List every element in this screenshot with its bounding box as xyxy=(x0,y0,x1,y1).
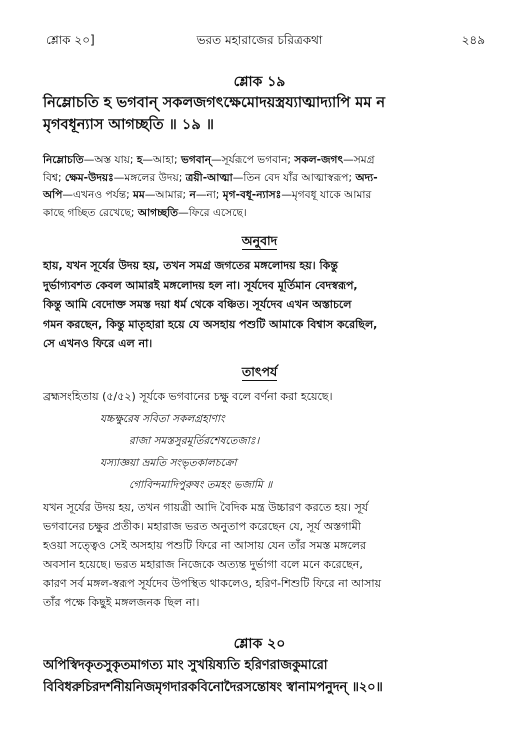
synonym-gloss: —মৃগবধূ যাকে আমার xyxy=(281,189,372,201)
synonym-term: হ xyxy=(136,154,143,166)
synonym-gloss: —এখনও পর্যন্ত; xyxy=(62,189,134,201)
synonym-gloss: —অস্ত যায়; xyxy=(83,154,137,166)
synonym-term: ত্রয়ী-আত্মা xyxy=(185,171,233,184)
verse-20-line: বিবিধরুচিরদর্শনীয়নিজমৃগদারকবিনোদৈরসন্তোষং স্বানামপনুদন্ ॥২০॥ xyxy=(43,680,383,695)
synonym-gloss: —তিন বেদ যাঁর আত্মাস্বরূপ; xyxy=(232,171,356,184)
quote-line: গোবিন্দমাদিপুরুষং তমহং ভজামি ॥ xyxy=(129,479,273,491)
synonym-gloss: বিশ্ব; xyxy=(43,171,65,184)
running-header-left: শ্লোক ২০] xyxy=(46,33,95,47)
synonym-term: ভগবান্ xyxy=(180,154,212,166)
verse-19-text xyxy=(43,92,491,136)
translation-heading: অনুবাদ xyxy=(241,233,278,248)
synonym-gloss: —সূর্যরূপে ভগবান; xyxy=(211,154,295,166)
synonym-term: অপি xyxy=(43,189,63,201)
quote-line: রাজা সমস্তসুরমূর্তিরশেষতেজাঃ। xyxy=(129,435,260,447)
verse-19-line: নিম্লোচতি হ ভগবান্ সকলজগৎক্ষেমোদয়স্ত্রয্যাত্মাদ্যাপি মম ন xyxy=(43,95,386,111)
purport-body xyxy=(43,498,491,612)
page-number: ২৪৯ xyxy=(461,33,485,47)
purport-heading: তাৎপর্য xyxy=(241,364,278,379)
synonyms xyxy=(43,152,491,222)
verse-19-line: মৃগবধূন্যাস আগচ্ছতি ॥ ১৯ ॥ xyxy=(43,117,214,133)
translation-line: গমন করছেন, কিন্তু মাতৃহারা হয়ে যে অসহায় পশুটি আমাকে বিশ্বাস করেছিল, xyxy=(43,317,378,331)
synonym-term: আগচ্ছতি xyxy=(137,206,179,219)
synonym-term: ক্ষেম-উদয়ঃ xyxy=(64,171,114,184)
synonym-term: সকল-জগৎ xyxy=(294,154,344,166)
synonym-term: অদ্য- xyxy=(355,171,378,184)
translation-line: দুর্ভাগ্যবশত কেবল আমারই মঙ্গলোদয় হল না। সূর্যদেব মূর্তিমান বেদস্বরূপ, xyxy=(43,278,358,292)
synonym-term: ন xyxy=(189,189,196,201)
synonym-gloss: কাছে গচ্ছিত রেখেছে; xyxy=(43,206,138,219)
purport-line: যখন সূর্যের উদয় হয়, তখন গায়ত্রী আদি বৈদিক মন্ত্র উচ্চারণ করতে হয়। সূর্য xyxy=(43,501,369,514)
quote-line: যস্যাজ্ঞয়া ভ্রমতি সংভৃতকালচক্রো xyxy=(100,457,237,469)
purport-line: ভগবানের চক্ষুর প্রতীক। মহারাজ ভরত অনুতাপ করেছেন যে, সূর্য অস্তগামী xyxy=(43,520,361,533)
purport-line: তাঁর পক্ষে কিছুই মঙ্গলজনক ছিল না। xyxy=(43,596,200,609)
synonym-gloss: —না; xyxy=(195,189,223,201)
synonyms-line xyxy=(43,187,491,205)
purport-line: হওয়া সত্ত্বেও সেই অসহায় পশুটি ফিরে না আসায় যেন তাঁর সমস্ত মঙ্গলের xyxy=(43,539,367,552)
translation-text xyxy=(43,256,491,354)
purport-intro: ব্রহ্মসংহিতায় (৫/৫২) সূর্যকে ভগবানের চক্ষু বলে বর্ণনা করা হয়েছে। xyxy=(43,390,333,403)
synonym-gloss: —ফিরে এসেছে। xyxy=(178,206,247,219)
quote-line: যচ্চক্ষুরেষ সবিতা সকলগ্রহাণাং xyxy=(100,413,225,425)
verse-20-line: অপিস্বিদকৃতসুকৃতমাগত্য মাং সুখয়িষ্যতি হরিণরাজকুমারো xyxy=(43,658,328,673)
synonym-term: মম xyxy=(133,189,145,201)
synonyms-line xyxy=(43,170,491,188)
translation-line: হায়, যখন সূর্যের উদয় হয়, তখন সমগ্র জগতের মঙ্গলোদয় হয়। কিন্তু xyxy=(43,259,338,272)
synonym-term: নিম্লোচতি xyxy=(43,154,84,166)
verse-20-heading: শ্লোক ২০ xyxy=(233,636,286,652)
synonyms-line xyxy=(43,152,491,170)
verse-19-heading: শ্লোক ১৯ xyxy=(233,74,286,90)
synonym-gloss: —আহা; xyxy=(142,154,181,166)
translation-line: সে এখনও ফিরে এল না। xyxy=(43,337,153,350)
purport-line: কারণ সর্ব মঙ্গল-স্বরূপ সূর্যদেব উপস্থিত থাকলেও, হরিণ-শিশুটি ফিরে না আসায় xyxy=(43,577,382,590)
synonym-gloss: —মঙ্গলের উদয়; xyxy=(113,171,186,184)
purport-line: অবসান হয়েছে। ভরত মহারাজ নিজেকে অত্যন্ত দুর্ভাগা বলে মনে করেছেন, xyxy=(43,558,363,571)
synonym-gloss: —সমগ্র xyxy=(343,154,375,166)
running-header-title: ভরত মহারাজের চরিত্রকথা xyxy=(196,33,323,47)
synonyms-line xyxy=(43,205,491,223)
translation-line: কিন্তু আমি বেদোক্ত সমস্ত দয়া ধর্ম থেকে বঞ্চিত। সূর্যদেব এখন অস্তাচলে xyxy=(43,298,352,311)
synonym-term: মৃগ-বধূ-ন্যাসঃ xyxy=(222,189,282,201)
synonym-gloss: —আমার; xyxy=(144,189,190,201)
